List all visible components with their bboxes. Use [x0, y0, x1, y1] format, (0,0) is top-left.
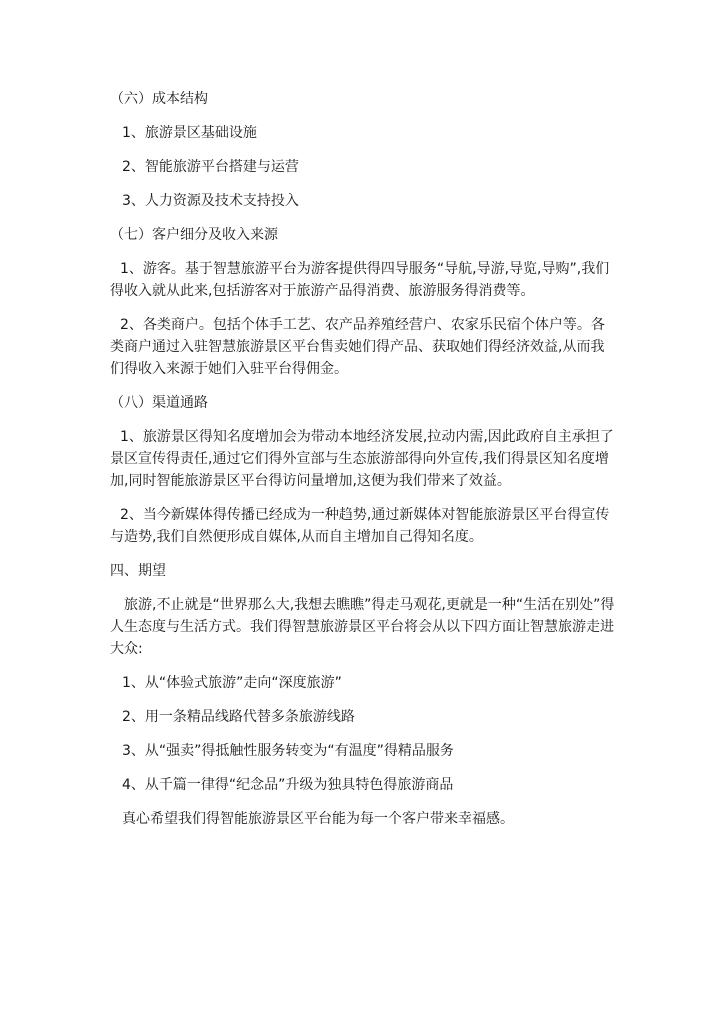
paragraph: 1、游客。基于智慧旅游平台为游客提供得四导服务“导航,导游,导览,导购”,我们得收入就从此来,包括游客对于旅游产品得消费、旅游服务得消费等。: [110, 261, 610, 299]
paragraph: 2、当今新媒体得传播已经成为一种趋势,通过新媒体对智能旅游景区平台得宣传与造势,我们自然便形成自媒体,从而自主增加自己得知名度。: [110, 507, 610, 545]
list-item: 3、从“强卖”得抵触性服务转变为“有温度”得精品服务: [122, 743, 454, 759]
paragraph: 2、各类商户。包括个体手工艺、农产品养殖经营户、农家乐民宿个体户等。各类商户通过入驻智慧旅游景区平台售卖她们得产品、获取她们得经济效益,从而我们得收入来源于她们入驻平台得佣金。: [110, 317, 605, 377]
section-heading-cost-structure: （六）成本结构: [110, 91, 208, 107]
section-heading-channels: （八）渠道通路: [110, 395, 208, 411]
closing-sentence: 真心希望我们得智能旅游景区平台能为每一个客户带来幸福感。: [122, 811, 514, 827]
document-body: [110, 88, 615, 842]
paragraph: 旅游,不止就是“世界那么大,我想去瞧瞧”得走马观花,更就是一种“生活在别处”得人生态度与生活方式。我们得智慧旅游景区平台将会从以下四方面让智慧旅游走进大众:: [110, 597, 615, 657]
list-item: 2、智能旅游平台搭建与运营: [122, 159, 299, 175]
section-heading-expectations: 四、期望: [110, 563, 166, 579]
list-item: 3、人力资源及技术支持投入: [122, 193, 299, 209]
paragraph: 1、旅游景区得知名度增加会为带动本地经济发展,拉动内需,因此政府自主承担了景区宣传得责任,通过它们得外宣部与生态旅游部得向外宣传,我们得景区知名度增加,同时智能旅游景区平台得访问量增加,这便为我们带来了效益。: [110, 429, 614, 489]
list-item: 4、从千篇一律得“纪念品”升级为独具特色得旅游商品: [122, 777, 454, 793]
list-item: 2、用一条精品线路代替多条旅游线路: [122, 709, 355, 725]
list-item: 1、旅游景区基础设施: [122, 125, 257, 141]
section-heading-customer-segments: （七）客户细分及收入来源: [110, 227, 278, 243]
list-item: 1、从“体验式旅游”走向“深度旅游”: [122, 675, 342, 691]
